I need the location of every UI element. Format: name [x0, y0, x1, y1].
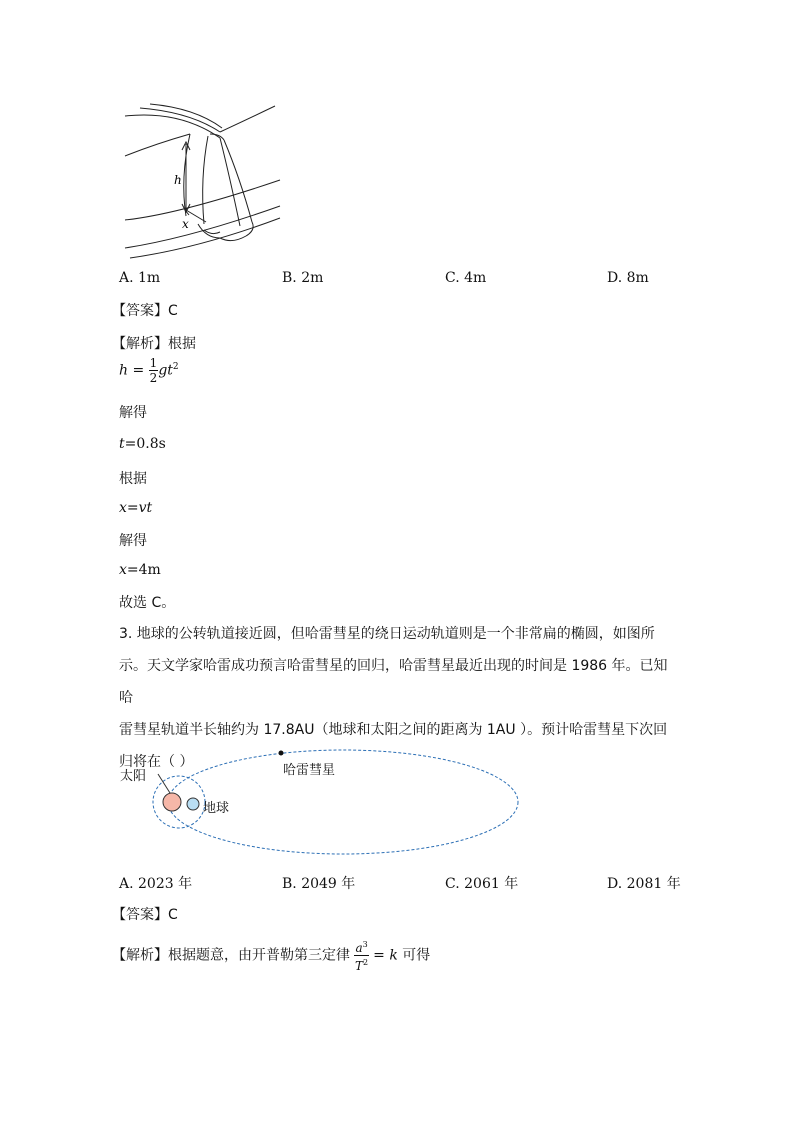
comet-label: 哈雷彗星 [283, 763, 336, 778]
q3-answer [112, 904, 178, 924]
q2-t-result: t=0.8s [119, 436, 166, 452]
q3-option-a: A. 2023 年 [119, 876, 193, 892]
analysis-tag: 【解析】 [112, 336, 168, 352]
q2-option-b: B. 2m [282, 270, 324, 286]
earth-label: 地球 [203, 801, 230, 816]
sun-label: 太阳 [120, 769, 147, 784]
q3-analysis: 【解析】根据题意，由开普勒第三定律 $\frac{a^3}{T^2}$ = k 可得 [112, 940, 431, 973]
q2-conclusion: 故选 C。 [119, 595, 176, 611]
q2-solve-2: 解得 [119, 533, 147, 549]
equation-distance: x=vt [119, 500, 153, 516]
q2-option-d: D. 8m [607, 270, 649, 286]
height-label: h [174, 173, 182, 187]
q3-option-d: D. 2081 年 [607, 876, 681, 892]
q2-basis-2: 根据 [119, 471, 147, 487]
sun-marker [163, 793, 181, 811]
answer-value: C [168, 303, 178, 319]
answer-value: C [168, 907, 178, 923]
q2-analysis-lead: 【解析】根据 [112, 336, 196, 352]
q3-option-b: B. 2049 年 [282, 876, 356, 892]
q2-option-a: A. 1m [119, 270, 161, 286]
distance-label: x [182, 217, 189, 231]
analysis-tag: 【解析】 [112, 947, 168, 964]
answer-tag: 【答案】 [112, 303, 168, 319]
waterfall-figure [120, 98, 280, 266]
q3-stem: 3. 地球的公转轨道接近圆，但哈雷彗星的绕日运动轨道则是一个非常扁的椭圆，如图所 示。天文学家哈雷成功预言哈雷彗星的回归，哈雷彗星最近出现的时间是 1986 年。已知哈 雷彗星轨道半长轴约为 17.8AU（地球和太阳之间的距离为 1AU ）。预计哈雷彗星下次回 归将在（ ） [119, 626, 668, 770]
comet-marker [279, 751, 284, 756]
q2-option-c: C. 4m [445, 270, 487, 286]
answer-tag: 【答案】 [112, 907, 168, 923]
q2-solve-1: 解得 [119, 405, 147, 421]
equation-free-fall: h = $\frac{1}{2}$ $gt^2$ [119, 356, 179, 385]
earth-marker [187, 798, 199, 810]
q3-option-c: C. 2061 年 [445, 876, 519, 892]
q2-x-result: x=4m [119, 562, 161, 578]
q2-answer [112, 300, 178, 320]
